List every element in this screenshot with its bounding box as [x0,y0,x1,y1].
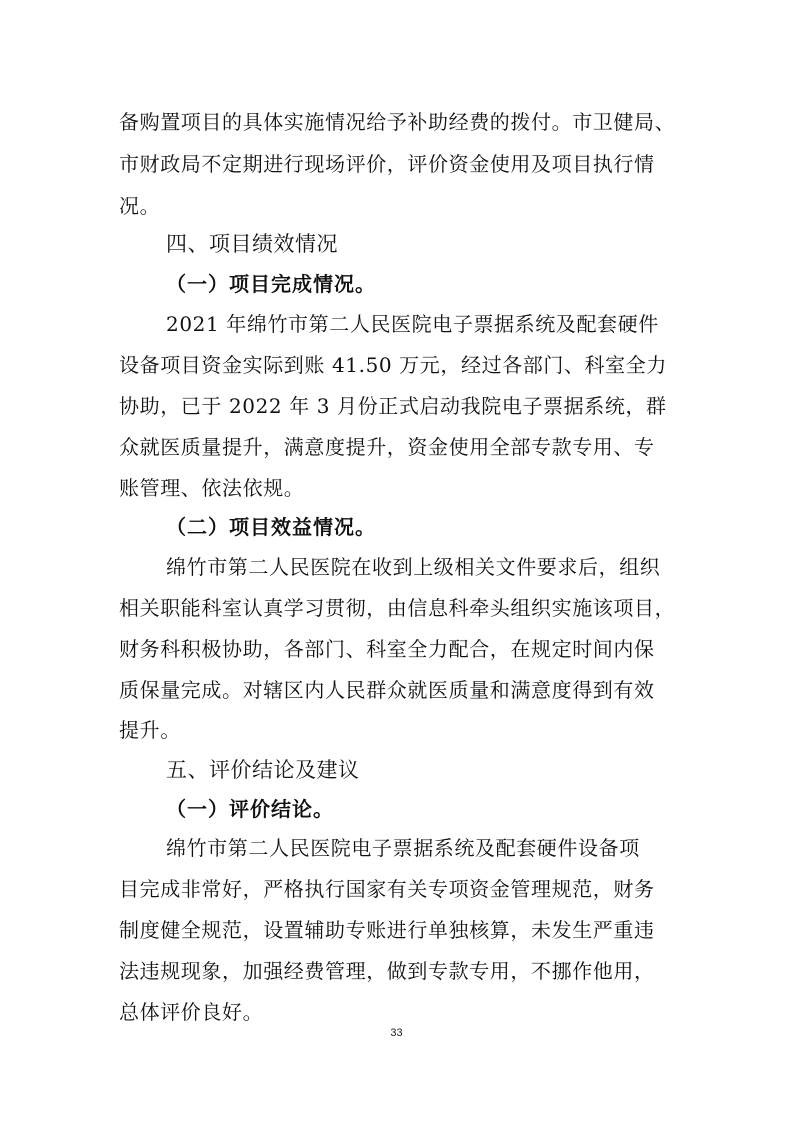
body-text-line: 众就医质量提升，满意度提升，资金使用全部专款专用、专 [119,435,655,459]
body-text-line: 市财政局不定期进行现场评价，评价资金使用及项目执行情 [119,152,655,176]
body-text-line: 法违规现象，加强经费管理，做到专款专用，不挪作他用， [119,959,655,983]
body-text-line: 总体评价良好。 [119,1000,264,1024]
body-text-line: 2021 年绵竹市第二人民医院电子票据系统及配套硬件 [166,312,659,336]
body-text-line: 质保量完成。对辖区内人民群众就医质量和满意度得到有效 [119,678,655,702]
body-text-line: 财务科积极协助，各部门、科室全力配合，在规定时间内保 [119,637,655,661]
page-number: 33 [390,1027,403,1039]
body-text-line: 相关职能科室认真学习贯彻，由信息科牵头组织实施该项目， [119,596,676,620]
body-text-line: 提升。 [119,718,181,742]
body-text-line: 绵竹市第二人民医院在收到上级相关文件要求后，组织 [166,555,661,579]
body-text-line: 况。 [119,194,161,218]
body-text-line: 制度健全规范，设置辅助专账进行单独核算，未发生严重违 [119,918,655,942]
body-text-line: 协助，已于 2022 年 3 月份正式启动我院电子票据系统，群 [119,394,667,418]
subsection-heading: （一）项目完成情况。 [166,272,376,296]
subsection-heading: （一）评价结论。 [166,797,334,821]
section-heading: 四、项目绩效情况 [166,232,338,256]
section-heading: 五、评价结论及建议 [166,758,360,782]
body-text-line: 目完成非常好，严格执行国家有关专项资金管理规范，财务 [119,877,655,901]
body-text-line: 绵竹市第二人民医院电子票据系统及配套硬件设备项 [166,836,640,860]
body-text-line: 设备项目资金实际到账 41.50 万元，经过各部门、科室全力 [119,353,667,377]
subsection-heading: （二）项目效益情况。 [166,515,376,539]
body-text-line: 备购置项目的具体实施情况给予补助经费的拨付。市卫健局、 [119,110,676,134]
body-text-line: 账管理、依法依规。 [119,476,305,500]
